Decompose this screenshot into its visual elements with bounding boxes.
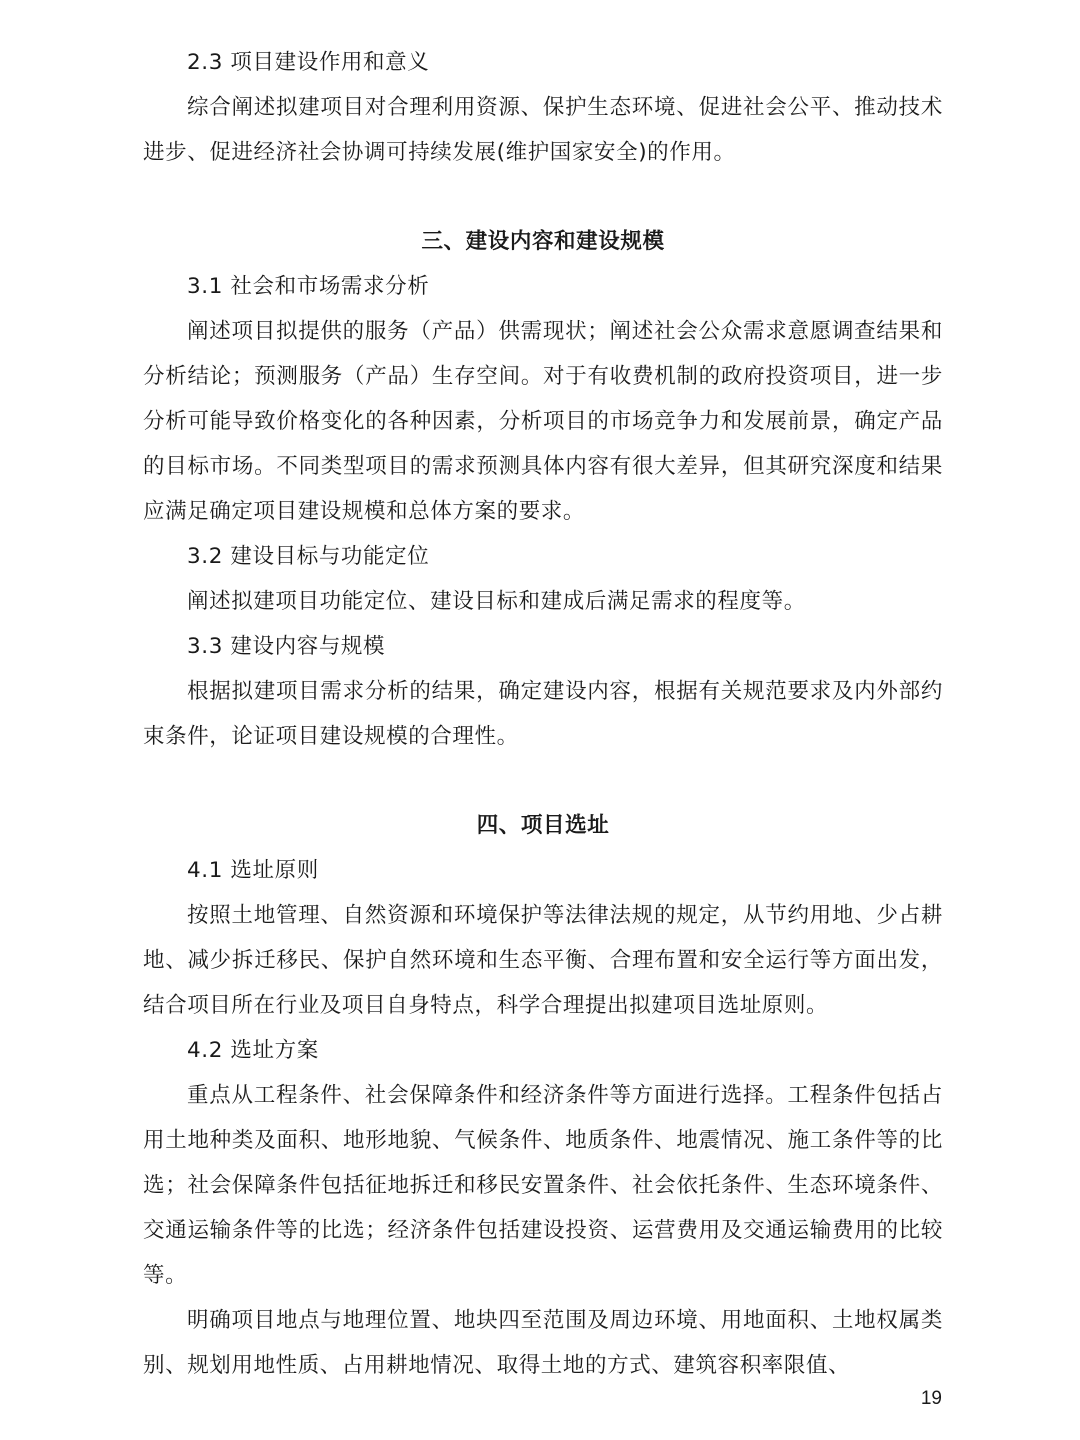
section-spacer	[143, 175, 943, 219]
subsection-heading-4-1: 4.1 选址原则	[187, 858, 319, 883]
paragraph: 阐述项目拟提供的服务（产品）供需现状；阐述社会公众需求意愿调查结果和分析结论；预测服务（产品）生存空间。对于有收费机制的政府投资项目，进一步分析可能导致价格变化的各种因素，分析项目的市场竞争力和发展前景，确定产品的目标市场。不同类型项目的需求预测具体内容有很大差异，但其研究深度和结果应满足确定项目建设规模和总体方案的要求。	[143, 319, 943, 524]
section-title-3: 三、建设内容和建设规模	[421, 229, 665, 254]
paragraph: 重点从工程条件、社会保障条件和经济条件等方面进行选择。工程条件包括占用土地种类及面积、地形地貌、气候条件、地质条件、地震情况、施工条件等的比选；社会保障条件包括征地拆迁和移民安置条件、社会依托条件、生态环境条件、交通运输条件等的比选；经济条件包括建设投资、运营费用及交通运输费用的比较等。	[143, 1083, 943, 1288]
subsection-heading-3-3: 3.3 建设内容与规模	[187, 634, 386, 659]
subsection-heading-3-2: 3.2 建设目标与功能定位	[187, 544, 430, 569]
paragraph: 综合阐述拟建项目对合理利用资源、保护生态环境、促进社会公平、推动技术进步、促进经济社会协调可持续发展(维护国家安全)的作用。	[143, 95, 943, 165]
page-number: 19	[920, 1388, 942, 1409]
section-spacer	[143, 759, 943, 803]
paragraph: 按照土地管理、自然资源和环境保护等法律法规的规定，从节约用地、少占耕地、减少拆迁移民、保护自然环境和生态平衡、合理布置和安全运行等方面出发，结合项目所在行业及项目自身特点，科学合理提出拟建项目选址原则。	[143, 903, 943, 1018]
subsection-heading-3-1: 3.1 社会和市场需求分析	[187, 274, 430, 299]
paragraph: 根据拟建项目需求分析的结果，确定建设内容，根据有关规范要求及内外部约束条件，论证项目建设规模的合理性。	[143, 679, 943, 749]
paragraph: 明确项目地点与地理位置、地块四至范围及周边环境、用地面积、土地权属类别、规划用地性质、占用耕地情况、取得土地的方式、建筑容积率限值、	[143, 1308, 943, 1378]
document-body	[143, 40, 943, 1388]
section-title-4: 四、项目选址	[476, 813, 610, 838]
paragraph: 阐述拟建项目功能定位、建设目标和建成后满足需求的程度等。	[187, 589, 806, 614]
subsection-heading-4-2: 4.2 选址方案	[187, 1038, 319, 1063]
subsection-heading-2-3: 2.3 项目建设作用和意义	[187, 50, 430, 75]
